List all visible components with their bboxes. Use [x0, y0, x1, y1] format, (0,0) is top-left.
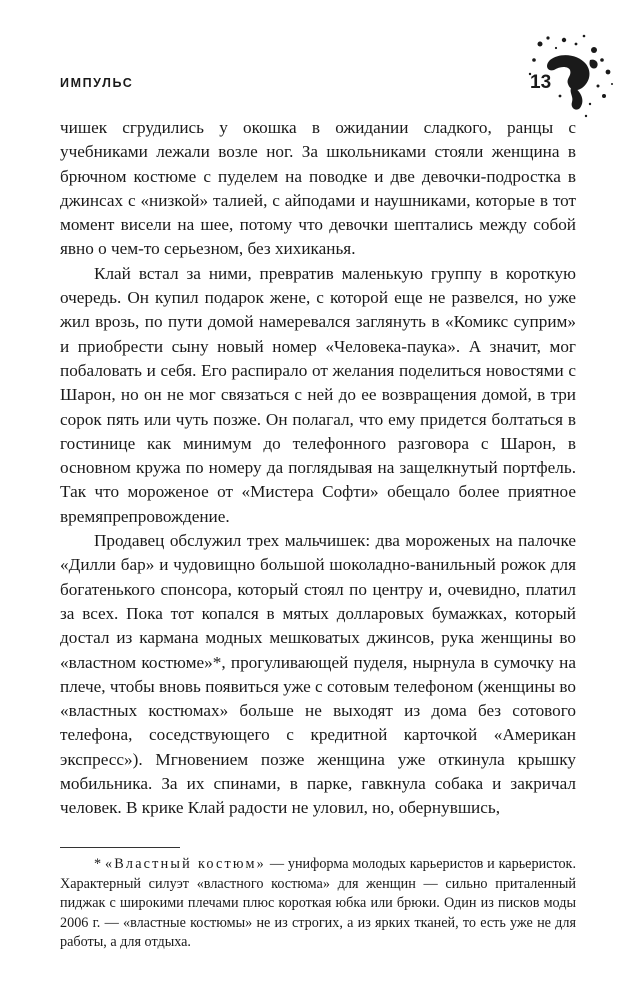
footnote-marker: *	[94, 856, 102, 872]
paragraph: Клай встал за ними, превратив маленькую группу в короткую очередь. Он купил подарок жене, с которой еще не развелся, но уже жил врозь, по пути домой намеревался заглянуть в «Комикс суприм» и приобрести сыну новый номер «Человека-паука». А значит, мог побаловать и себя. Его распирало от желания поделиться новостями с Шарон, но он не мог связаться с ней до ее возвращения домой, в три сорок пять или чуть позже. Он полагал, что ему придется болтаться в гостинице как минимум до телефонного разговора с Шарон, в основном кружа по номеру да поглядывая на защелкнутый портфель. Так что мороженое от «Мистера Софти» обещало более приятное времяпрепровождение.	[60, 263, 576, 526]
paragraph: чишек сгрудились у окошка в ожидании сладкого, ранцы с учебниками лежали возле ног. За школьниками стояли женщина в брючном костюме с пуделем на поводке и две девочки-подростка в джинсах с «низкой» талией, с айподами и наушниками, которые в тот момент висели на шее, потому что девочки шептались между собой явно о чем-то серьезном, без хихиканья.	[60, 118, 576, 259]
footnote-text: — униформа молодых карьеристов и карьеристок. Характерный силуэт «властного костюма» для женщин — сильно приталенный пиджак с широкими плечами плюс короткая юбка или брюки. Один из писков моды 2006 г. — «властные костюмы» не из строгих, а из ярких тканей, то есть уже не для работы, а для отдыха.	[60, 856, 576, 950]
running-title: ИМПУЛЬС	[60, 76, 134, 90]
footnote	[60, 855, 576, 953]
body-text	[60, 116, 576, 821]
page-number: 13	[530, 72, 552, 93]
footnote-divider	[60, 847, 180, 848]
paragraph: Продавец обслужил трех мальчишек: два мороженых на палочке «Дилли бар» и чудовищно большой шоколадно-ванильный рожок для богатенького спонсора, который стоял по центру и, очевидно, платил за всех. Пока тот копался в мятых долларовых бумажках, который достал из кармана модных мешковатых джинсов, рука женщины во «властном костюме»*, прогуливающей пуделя, нырнула в сумочку на плече, чтобы вновь появиться уже с сотовым телефоном (женщины во «властных костюмах» больше не выходят из дома без сотового телефона, соседствующего с кредитной карточкой «Американ экспресс»). Мгновением позже женщина уже откинула крышку мобильника. За их спинами, в парке, гавкнула собака и закричал человек. В крике Клай радости не уловил, но, обернувшись,	[60, 531, 576, 818]
footnote-term: «Властный костюм»	[104, 856, 266, 872]
